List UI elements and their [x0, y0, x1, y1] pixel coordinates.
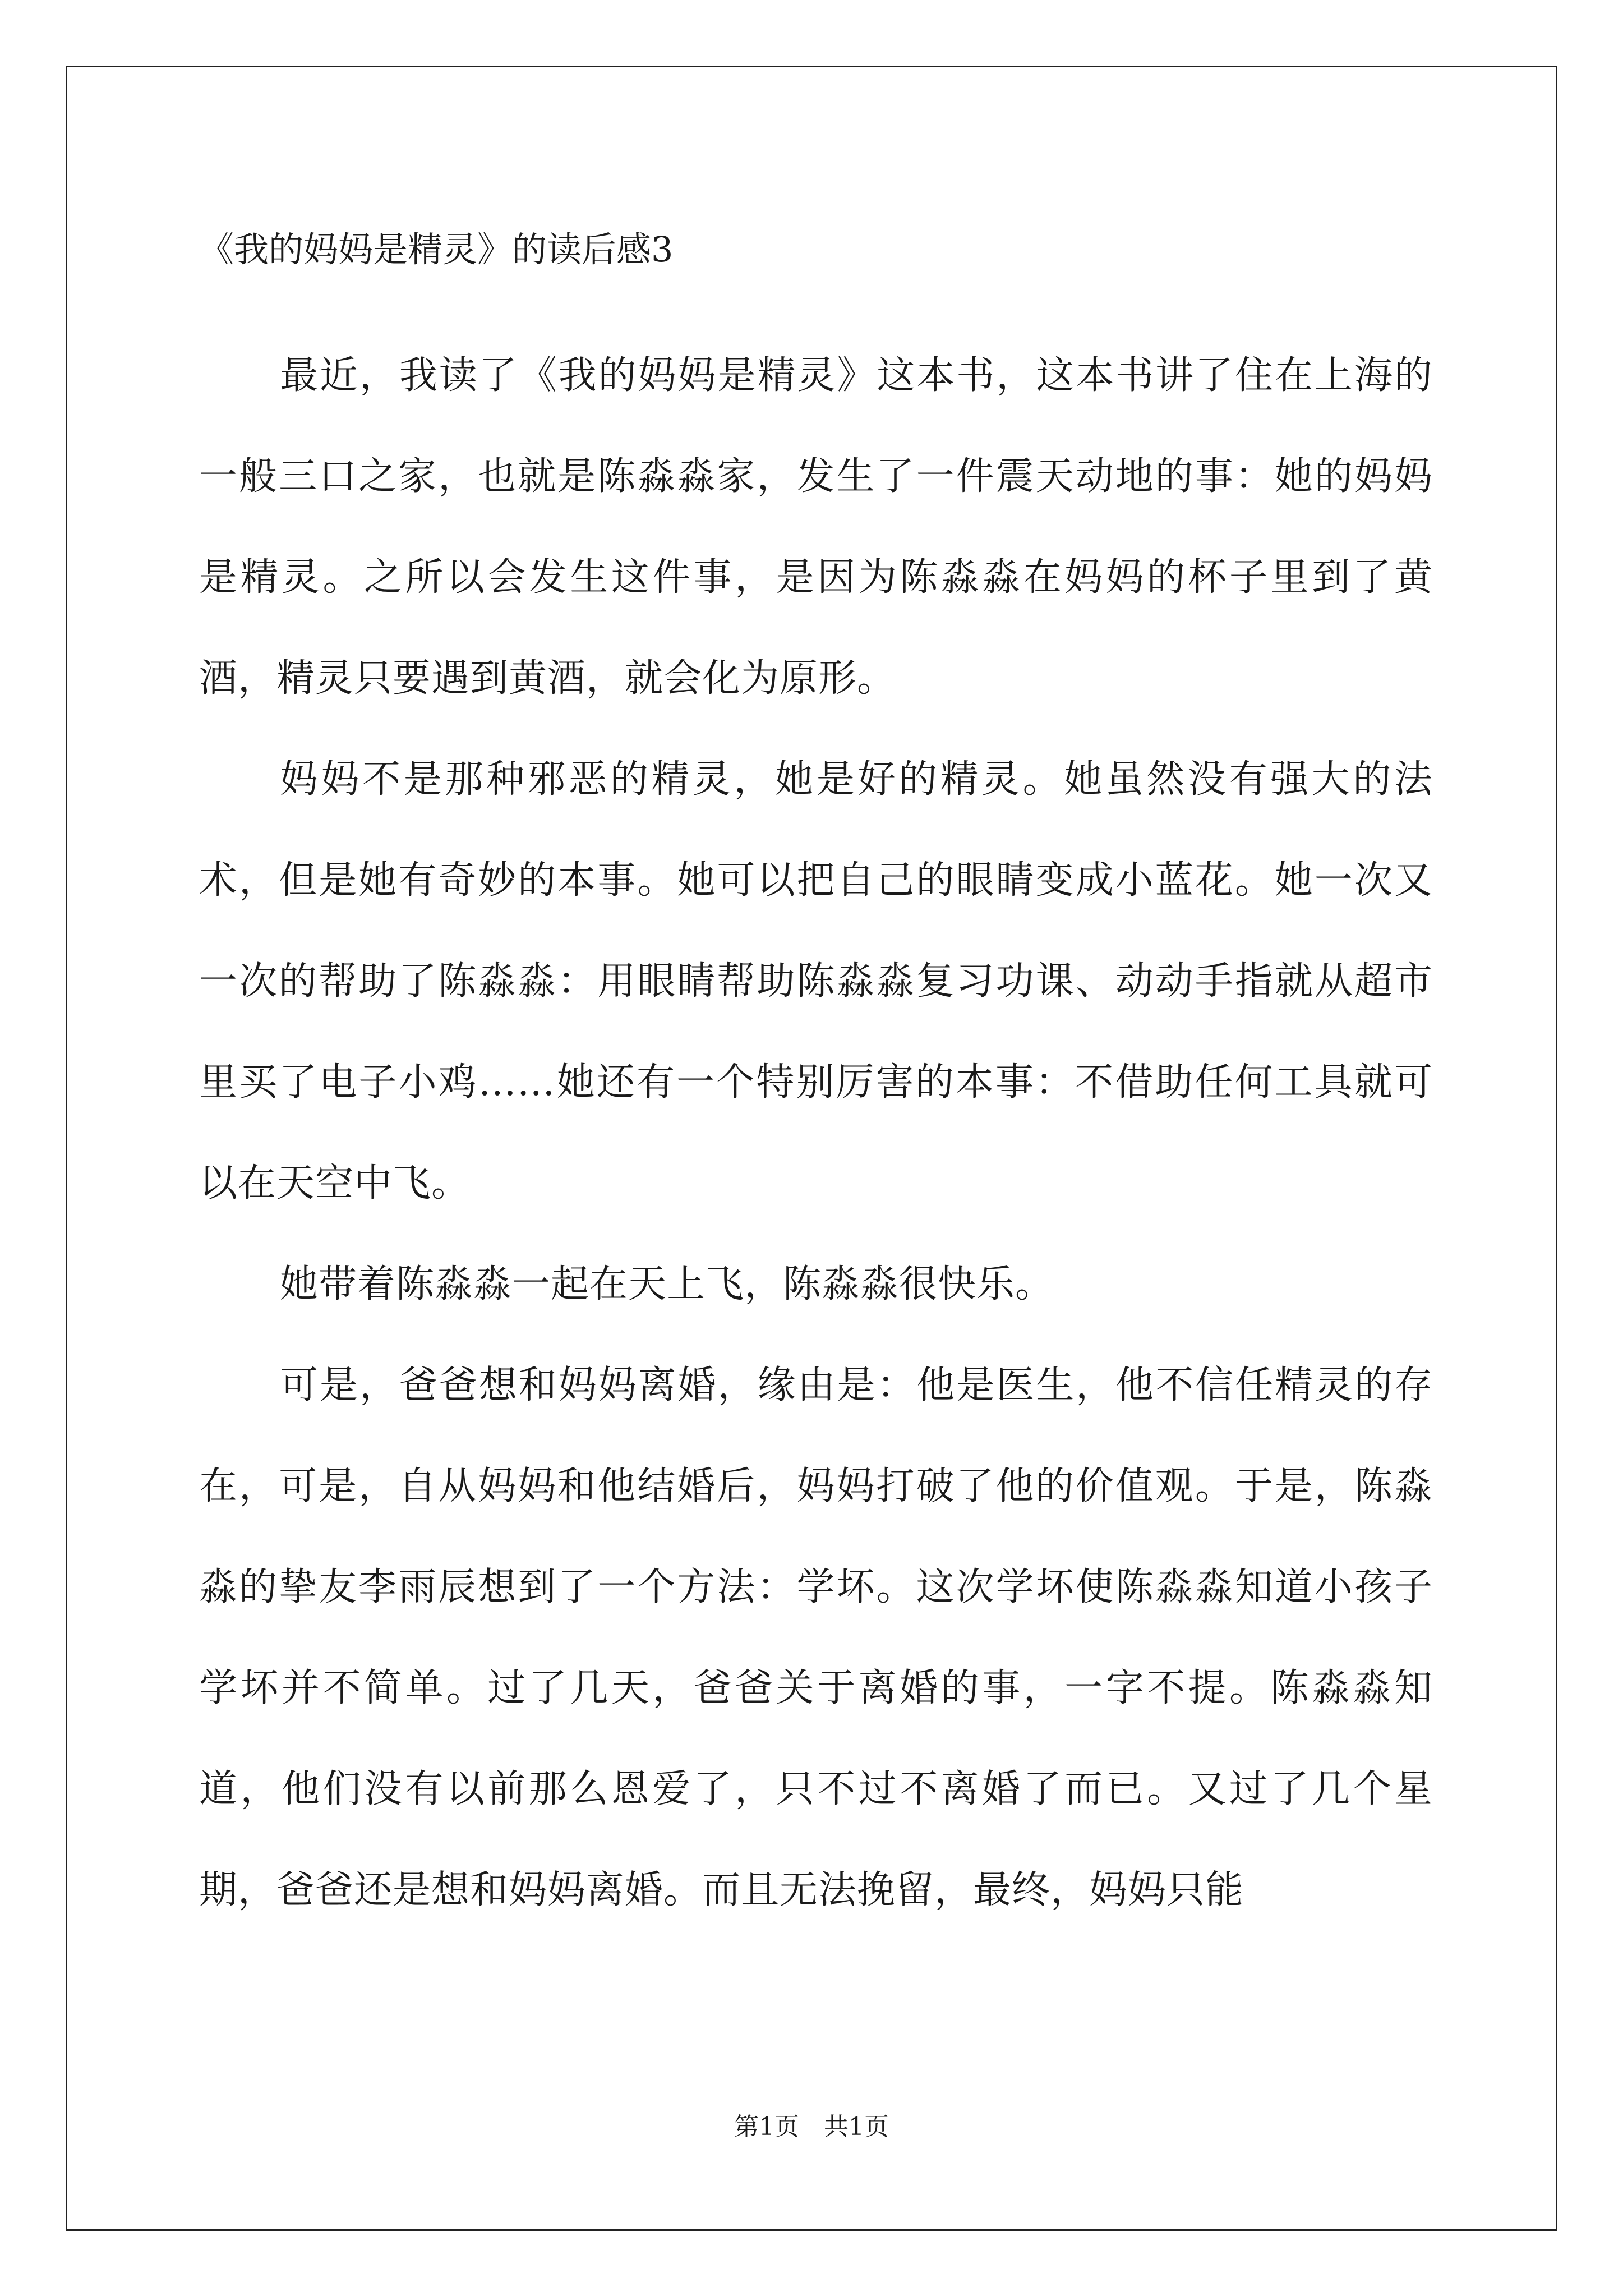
paragraph: 最近，我读了《我的妈妈是精灵》这本书，这本书讲了住在上海的一般三口之家，也就是陈淼淼家，发生了一件震天动地的事：她的妈妈是精灵。之所以会发生这件事，是因为陈淼淼在妈妈的杯子里到了黄酒，精灵只要遇到黄酒，就会化为原形。: [199, 353, 1433, 701]
paragraph-list: [199, 325, 1433, 1941]
document-body: [199, 222, 1433, 1941]
paragraph: 妈妈不是那种邪恶的精灵，她是好的精灵。她虽然没有强大的法术，但是她有奇妙的本事。她可以把自己的眼睛变成小蓝花。她一次又一次的帮助了陈淼淼：用眼睛帮助陈淼淼复习功课、动动手指就从超市里买了电子小鸡……她还有一个特别厉害的本事：不借助任何工具就可以在天空中飞。: [199, 757, 1433, 1205]
paragraph: 她带着陈淼淼一起在天上飞，陈淼淼很快乐。: [280, 1262, 1054, 1306]
paragraph: 可是，爸爸想和妈妈离婚，缘由是：他是医生，他不信任精灵的存在，可是，自从妈妈和他结婚后，妈妈打破了他的价值观。于是，陈淼淼的挚友李雨辰想到了一个方法：学坏。这次学坏使陈淼淼知道小孩子学坏并不简单。过了几天，爸爸关于离婚的事，一字不提。陈淼淼知道，他们没有以前那么恩爱了，只不过不离婚了而已。又过了几个星期，爸爸还是想和妈妈离婚。而且无法挽留，最终，妈妈只能: [199, 1363, 1433, 1912]
page-number-footer: 第1页 共1页: [734, 2113, 889, 2141]
document-title: 《我的妈妈是精灵》的读后感3: [199, 229, 674, 270]
